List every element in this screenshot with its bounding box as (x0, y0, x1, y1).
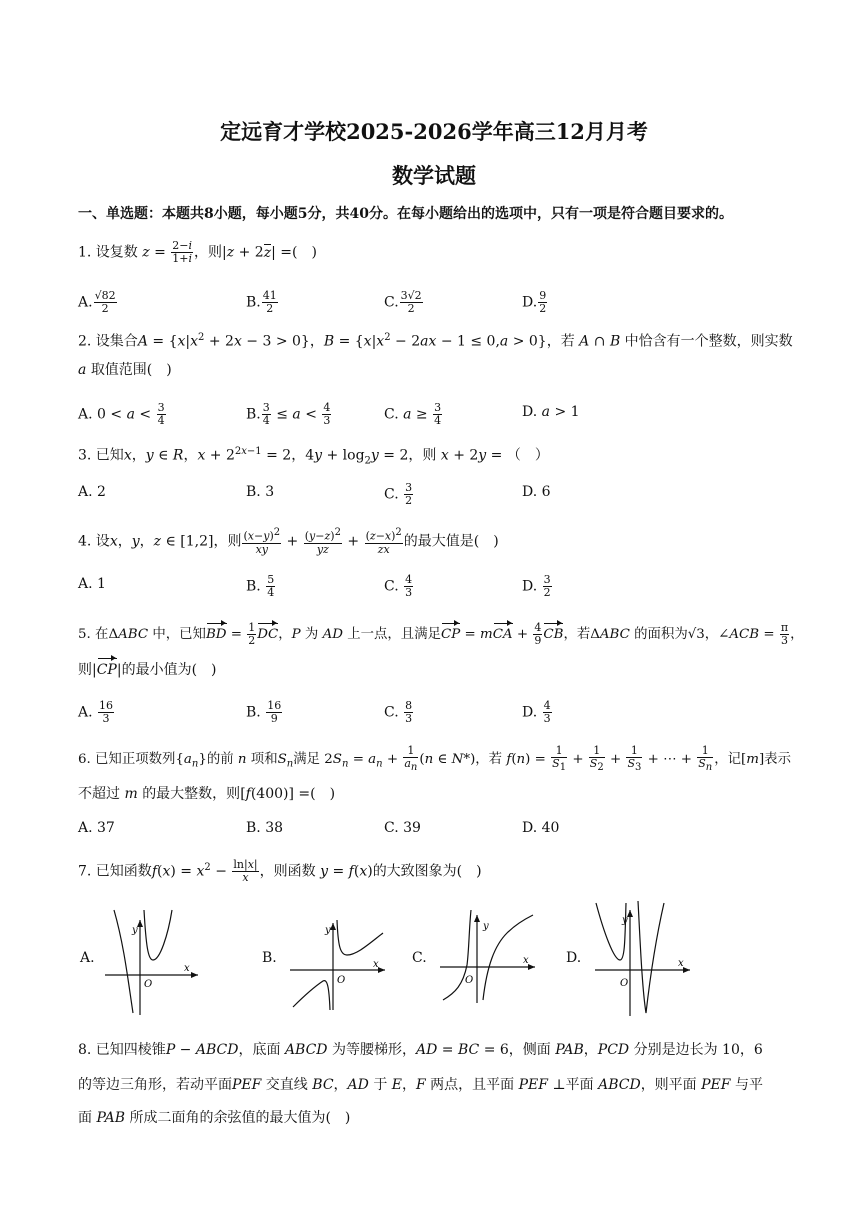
q1-option-d[interactable]: D. $\frac{9}{2}$ (522, 289, 547, 315)
exam-title: 定远育才学校2025-2026学年高三12月月考 (220, 119, 648, 144)
q2-option-a[interactable]: A. 0 < a < $\frac{3}{4}$ (78, 401, 165, 427)
q7-graph-a[interactable] (100, 905, 210, 1020)
q3-option-d[interactable]: D. 6 (522, 484, 551, 500)
q5-option-c[interactable]: C. $\frac{8}{3}$ (384, 699, 413, 725)
q4-option-d[interactable]: D. $\frac{3}{2}$ (522, 573, 551, 599)
q5-option-b[interactable]: B. $\frac{16}{9}$ (246, 699, 282, 725)
svg-text:y: y (483, 921, 489, 932)
svg-text:x: x (523, 955, 529, 966)
question-8-line3: 面 PAB 所成二面角的余弦值的最大值为( ) (78, 1110, 351, 1126)
q6-option-b[interactable]: B. 38 (246, 820, 284, 836)
q6-option-a[interactable]: A. 37 (78, 820, 115, 836)
q4-option-c[interactable]: C. $\frac{4}{3}$ (384, 573, 413, 599)
q7-graph-c[interactable] (435, 905, 545, 1005)
q6-option-c[interactable]: C. 39 (384, 820, 421, 836)
question-4: 4. 设x，y，z ∈ [1,2]，则 $\frac{(x-y)^2}{xy}$ + $\frac{(y-z)^2}{yz}$ + $\frac{(z-x)^2}{zx}$ 的最大值是( ) (78, 527, 499, 556)
exam-subtitle: 数学试题 (392, 163, 476, 188)
question-5-line2: 则|CP|的最小值为( ) (78, 662, 217, 678)
svg-text:x: x (678, 958, 684, 969)
q2-option-c[interactable]: C. a ≥ $\frac{3}{4}$ (384, 401, 442, 427)
question-2-line2: a 取值范围( ) (78, 362, 172, 378)
q1-option-b[interactable]: B. $\frac{41}{2}$ (246, 289, 277, 315)
q7-option-c-label[interactable]: C. (412, 950, 427, 966)
q7-graph-b[interactable] (285, 915, 395, 1015)
svg-text:y: y (325, 925, 331, 936)
q4-option-b[interactable]: B. $\frac{5}{4}$ (246, 573, 275, 599)
question-5: 5. 在ΔABC 中，已知BD = $\frac{1}{2}$ DC，P 为 AD 上一点，且满足CP = mCA + $\frac{4}{9}$ CB，若ΔABC 的面积为√3，∠ACB = $\frac{\pi}{3}$ ， (78, 621, 804, 647)
q3-option-a[interactable]: A. 2 (78, 484, 106, 500)
q6-option-d[interactable]: D. 40 (522, 820, 560, 836)
q5-option-a[interactable]: A. $\frac{16}{3}$ (78, 699, 114, 725)
q7-option-b-label[interactable]: B. (262, 950, 277, 966)
svg-text:y: y (132, 925, 138, 936)
section-heading: 一、单选题：本题共8小题，每小题5分，共40分。在每小题给出的选项中，只有一项是符合题目要求的。 (78, 206, 733, 222)
q7-option-a-label[interactable]: A. (80, 950, 95, 966)
q1-option-c[interactable]: C. $\frac{3√2}{2}$ (384, 289, 422, 315)
q7-graph-d[interactable] (590, 898, 700, 1020)
svg-text:O: O (144, 979, 153, 990)
svg-text:y: y (622, 915, 628, 926)
q1-option-a[interactable]: A. $\frac{√82}{2}$ (78, 289, 116, 315)
question-3: 3. 已知x，y ∈ R，$x + 2^{2x-1} = 2$，$4y + \log_2y = 2$，则 x + 2y = （ ） (78, 446, 549, 467)
question-1: 1. 设复数 z = $\frac{2-i}{1+i}$ ，则|z + 2z| =( ) (78, 239, 317, 265)
svg-text:O: O (465, 975, 474, 986)
q3-option-b[interactable]: B. 3 (246, 484, 275, 500)
question-8: 8. 已知四棱锥P − ABCD，底面 ABCD 为等腰梯形，AD = BC = 6，侧面 PAB，PCD 分别是边长为 10，6 (78, 1042, 763, 1058)
question-6: 6. 已知正项数列$\{a_n\}$的前 n 项和$S_n$满足 $2S_n = a_n$ + $\frac{1}{a_n}$ (n ∈ N*)，若 f(n) = $\frac{1}{S_1}$ + $\frac{1}{S_2}$ + $\frac{1}{S_3}$ + ⋯ + $\frac{1}{S_n}$ ，记[m]表示 (78, 744, 791, 774)
q4-option-a[interactable]: A. 1 (78, 576, 106, 592)
q2-option-d[interactable]: D. a > 1 (522, 404, 580, 420)
q3-option-c[interactable]: C. $\frac{3}{2}$ (384, 481, 413, 507)
question-2: 2. 设集合$A = \{x|x^2 + 2x - 3 > 0\}$，$B = \{x|x^2 - 2ax - 1 \le 0,a > 0\}$，若 A ∩ B 中恰含有一个整数，则实数 (78, 332, 793, 350)
svg-text:x: x (373, 959, 379, 970)
question-8-line2: 的等边三角形，若动平面PEF 交直线 BC，AD 于 E，F 两点，且平面 PEF ⊥平面 ABCD，则平面 PEF 与平 (78, 1077, 763, 1093)
svg-text:O: O (337, 975, 346, 986)
svg-text:O: O (620, 978, 629, 989)
q2-option-b[interactable]: B. $\frac{3}{4}$ ≤ a < $\frac{4}{3}$ (246, 401, 331, 427)
q7-option-d-label[interactable]: D. (566, 950, 582, 966)
svg-text:x: x (184, 963, 190, 974)
question-6-line2: 不超过 m 的最大整数，则[f(400)] =( ) (78, 786, 336, 802)
question-7: 7. 已知函数$f(x) = x^2$ − $\frac{\ln|x|}{x}$ ，则函数 y = f(x)的大致图象为( ) (78, 858, 482, 885)
q5-option-d[interactable]: D. $\frac{4}{3}$ (522, 699, 551, 725)
